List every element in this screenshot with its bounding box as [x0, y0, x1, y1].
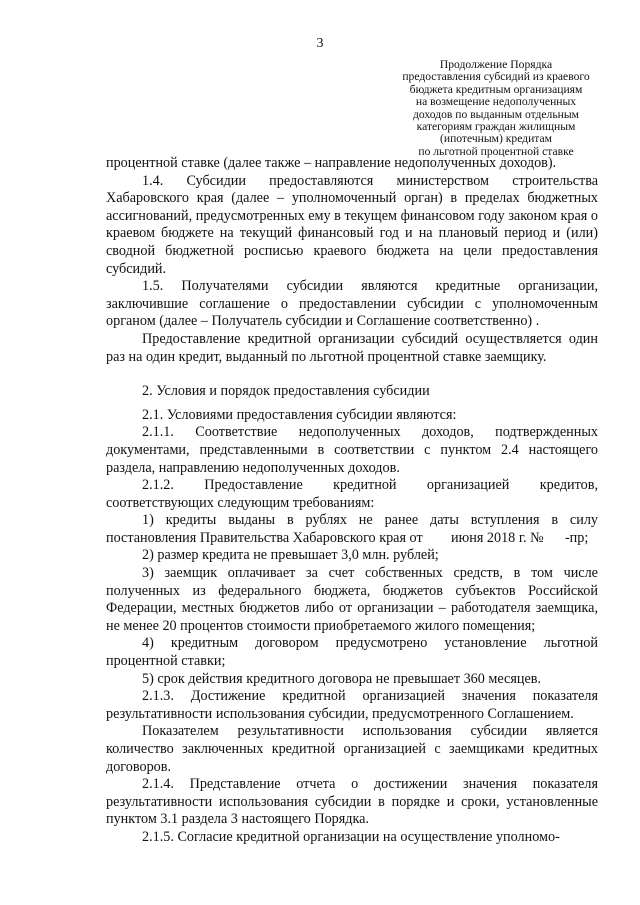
- list-item-5: 5) срок действия кредитного договора не превышает 360 месяцев.: [142, 670, 541, 687]
- page-number: 3: [316, 36, 324, 51]
- list-item-2: 2) размер кредита не превышает 3,0 млн. рублей;: [142, 547, 439, 564]
- document-body: [106, 155, 602, 847]
- list-item-1: 1) кредиты выданы в рублях не ранее даты вступления в силу постановления Правительства Хабаровского края от июня 2018 г. № -пр;: [106, 512, 602, 546]
- paragraph-1-5: 1.5. Получателями субсидии являются кредитные организации, заключившие соглашение о предоставлении субсидии с уполномоченным органом (далее – Получатель субсидии и Соглашение соответственно) .: [106, 278, 598, 330]
- continuation-header: [396, 59, 596, 158]
- header-line: по льготной процентной ставке: [418, 144, 574, 158]
- header-line: категориям граждан жилищным: [416, 120, 576, 134]
- paragraph-2-1-5: 2.1.5. Согласие кредитной организации на осуществление уполномо-: [142, 828, 560, 845]
- paragraph-2-1: 2.1. Условиями предоставления субсидии являются:: [142, 406, 457, 423]
- paragraph: Показателем результативности использования субсидии является количество заключенных кредитной организацией с заемщиками кредитных договоров.: [106, 723, 598, 775]
- header-line: предоставления субсидий из краевого: [402, 70, 590, 84]
- header-line: бюджета кредитным организациям: [409, 82, 583, 96]
- paragraph: Предоставление кредитной организации субсидий осуществляется один раз на один кредит, выданный по льготной процентной ставке заемщику.: [106, 330, 598, 365]
- paragraph: процентной ставке (далее также – направление недополученных доходов).: [106, 155, 557, 171]
- list-item-3: 3) заемщик оплачивает за счет собственных средств, в том числе полученных из федерального бюджета, бюджетов субъектов Российской Федерации, местных бюджетов либо от организации – работодателя заемщика, не менее 20 процентов стоимости приобретаемого жилого помещения;: [106, 565, 598, 634]
- header-line: на возмещение недополученных: [415, 95, 577, 109]
- paragraph-2-1-1: 2.1.1. Соответствие недополученных доходов, подтвержденных документами, представленными в соответствии с пунктом 2.4 настоящего раздела, направлению недополученных доходов.: [106, 424, 598, 476]
- header-line: доходов по выданным отдельным: [413, 107, 579, 121]
- header-line: (ипотечным) кредитам: [440, 132, 552, 146]
- paragraph-2-1-4: 2.1.4. Представление отчета о достижении значения показателя результативности использования субсидии в порядке и сроки, установленные пунктом 3.1 раздела 3 настоящего Порядка.: [106, 776, 598, 828]
- paragraph-2-1-2: 2.1.2. Предоставление кредитной организацией кредитов, соответствующих следующим требованиям:: [106, 477, 598, 511]
- header-line: Продолжение Порядка: [439, 58, 553, 71]
- section-heading: 2. Условия и порядок предоставления субсидии: [142, 383, 430, 400]
- paragraph-2-1-3: 2.1.3. Достижение кредитной организацией значения показателя результативности использования субсидии, предусмотренного Соглашением.: [106, 688, 598, 722]
- paragraph-1-4: 1.4. Субсидии предоставляются министерством строительства Хабаровского края (далее – уполномоченный орган) в пределах бюджетных ассигнований, предусмотренных ему в текущем финансовом году законом края о краевом бюджете на текущий финансовый год и на плановый период и (или) сводной бюджетной росписью краевого бюджета на цели предоставления субсидий.: [106, 172, 598, 277]
- list-item-4: 4) кредитным договором предусмотрено установление льготной процентной ставки;: [106, 635, 598, 670]
